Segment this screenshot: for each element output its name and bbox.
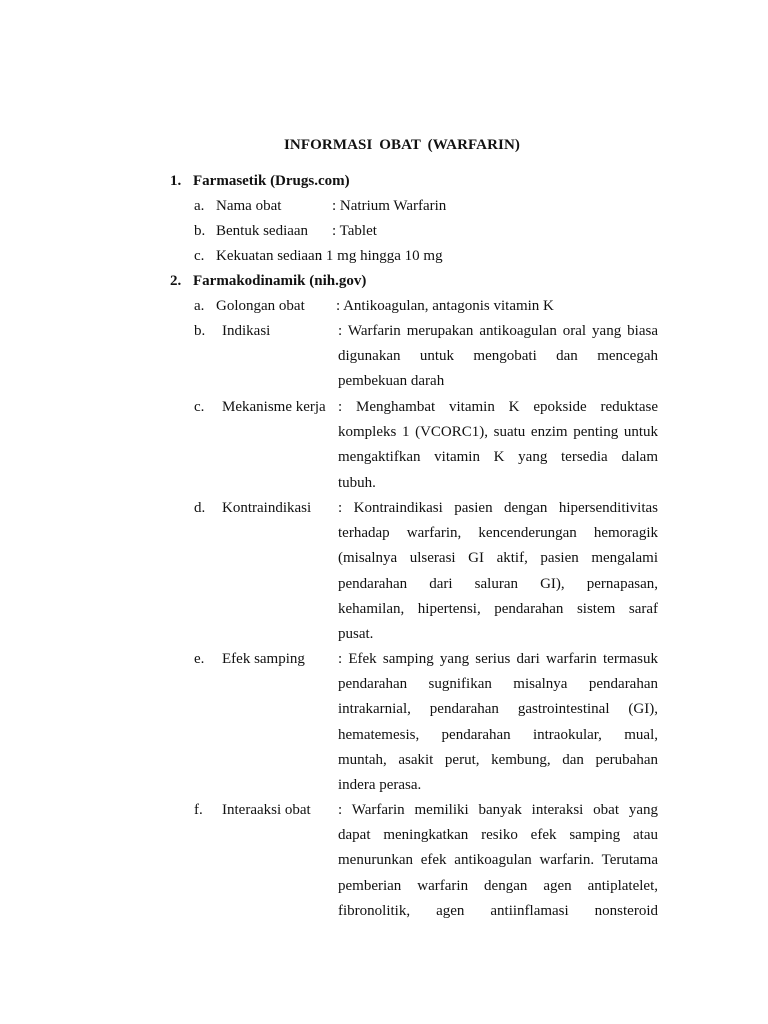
text-line: pendarahan dari saluran GI), pernapasan, — [338, 575, 658, 592]
item-label: Indikasi — [222, 323, 271, 339]
text-line: : Menghambat vitamin K epokside reduktase — [338, 399, 658, 415]
text-line: : Efek samping yang serius dari warfarin termasuk — [338, 651, 658, 667]
section-number: 1. — [170, 173, 182, 189]
item-indikasi-text — [338, 319, 658, 395]
text-line: tubuh. — [338, 474, 376, 491]
item-letter: d. — [194, 500, 206, 516]
item-label: Efek samping — [222, 651, 305, 667]
text-line: terhadap warfarin, kencenderungan hemoragik — [338, 525, 658, 542]
item-interaksi-obat-text — [338, 798, 658, 924]
item-mekanisme-kerja-text — [338, 395, 658, 496]
item-label: Golongan obat — [216, 298, 305, 314]
text-line: digunakan untuk mengobati dan mencegah — [338, 348, 658, 365]
text-line: fibronolitik, agen antiinflamasi nonsteroid — [338, 902, 658, 919]
text-line: menurunkan efek antikoagulan warfarin. Terutama — [338, 852, 658, 869]
text-line: (misalnya ulserasi GI aktif, pasien mengalami — [338, 550, 658, 567]
item-label: Mekanisme kerja — [222, 399, 326, 415]
section-heading-farmasetik — [170, 173, 350, 190]
text-line: indera perasa. — [338, 776, 422, 793]
section-title: Farmakodinamik (nih.gov) — [193, 273, 367, 289]
text-line: intrakarnial, pendarahan gastrointestinal (GI), — [338, 701, 658, 718]
text-line: muntah, asakit perut, kembung, dan perubahan — [338, 751, 658, 768]
section-heading-farmakodinamik — [170, 273, 366, 290]
item-label: Nama obat — [216, 198, 282, 214]
item-value: : Tablet — [332, 223, 377, 239]
item-value: : Antikoagulan, antagonis vitamin K — [336, 298, 554, 314]
item-letter: e. — [194, 651, 205, 667]
text-line: : Warfarin memiliki banyak interaksi obat yang — [338, 802, 658, 818]
text-line: mengaktifkan vitamin K yang tersedia dalam — [338, 449, 658, 466]
item-value: : Natrium Warfarin — [332, 198, 447, 214]
text-line: pusat. — [338, 625, 374, 642]
item-letter: c. — [194, 248, 205, 264]
section-number: 2. — [170, 273, 182, 289]
item-letter: a. — [194, 198, 205, 214]
text-line: pemberian warfarin dengan agen antiplatelet, — [338, 877, 658, 894]
item-value: : 1 mg hingga 10 mg — [318, 248, 443, 264]
item-label: Kekuatan sediaan — [216, 248, 323, 264]
text-line: kompleks 1 (VCORC1), suatu enzim penting untuk — [338, 424, 658, 441]
text-line: : Kontraindikasi pasien dengan hipersenditivitas — [338, 500, 658, 516]
text-line: kehamilan, hipertensi, pendarahan sistem saraf — [338, 600, 658, 617]
item-label: Kontraindikasi — [222, 500, 312, 516]
item-letter: a. — [194, 298, 205, 314]
item-letter: f. — [194, 802, 203, 818]
section-title: Farmasetik (Drugs.com) — [193, 173, 350, 189]
text-line: dapat meningkatkan resiko efek samping atau — [338, 827, 658, 844]
item-label: Interaaksi obat — [222, 802, 311, 818]
item-letter: b. — [194, 323, 206, 339]
text-line: pendarahan sugnifikan misalnya pendarahan — [338, 676, 658, 693]
item-label: Bentuk sediaan — [216, 223, 309, 239]
document-title: INFORMASI OBAT (WARFARIN) — [283, 137, 520, 153]
text-line: pembekuan darah — [338, 373, 445, 390]
text-line: hematemesis, pendarahan intraokular, mual, — [338, 726, 658, 743]
item-efek-samping-text — [338, 647, 658, 798]
item-kontraindikasi-text — [338, 496, 658, 647]
text-line: : Warfarin merupakan antikoagulan oral yang biasa — [338, 323, 658, 339]
item-letter: c. — [194, 399, 205, 415]
item-letter: b. — [194, 223, 206, 239]
